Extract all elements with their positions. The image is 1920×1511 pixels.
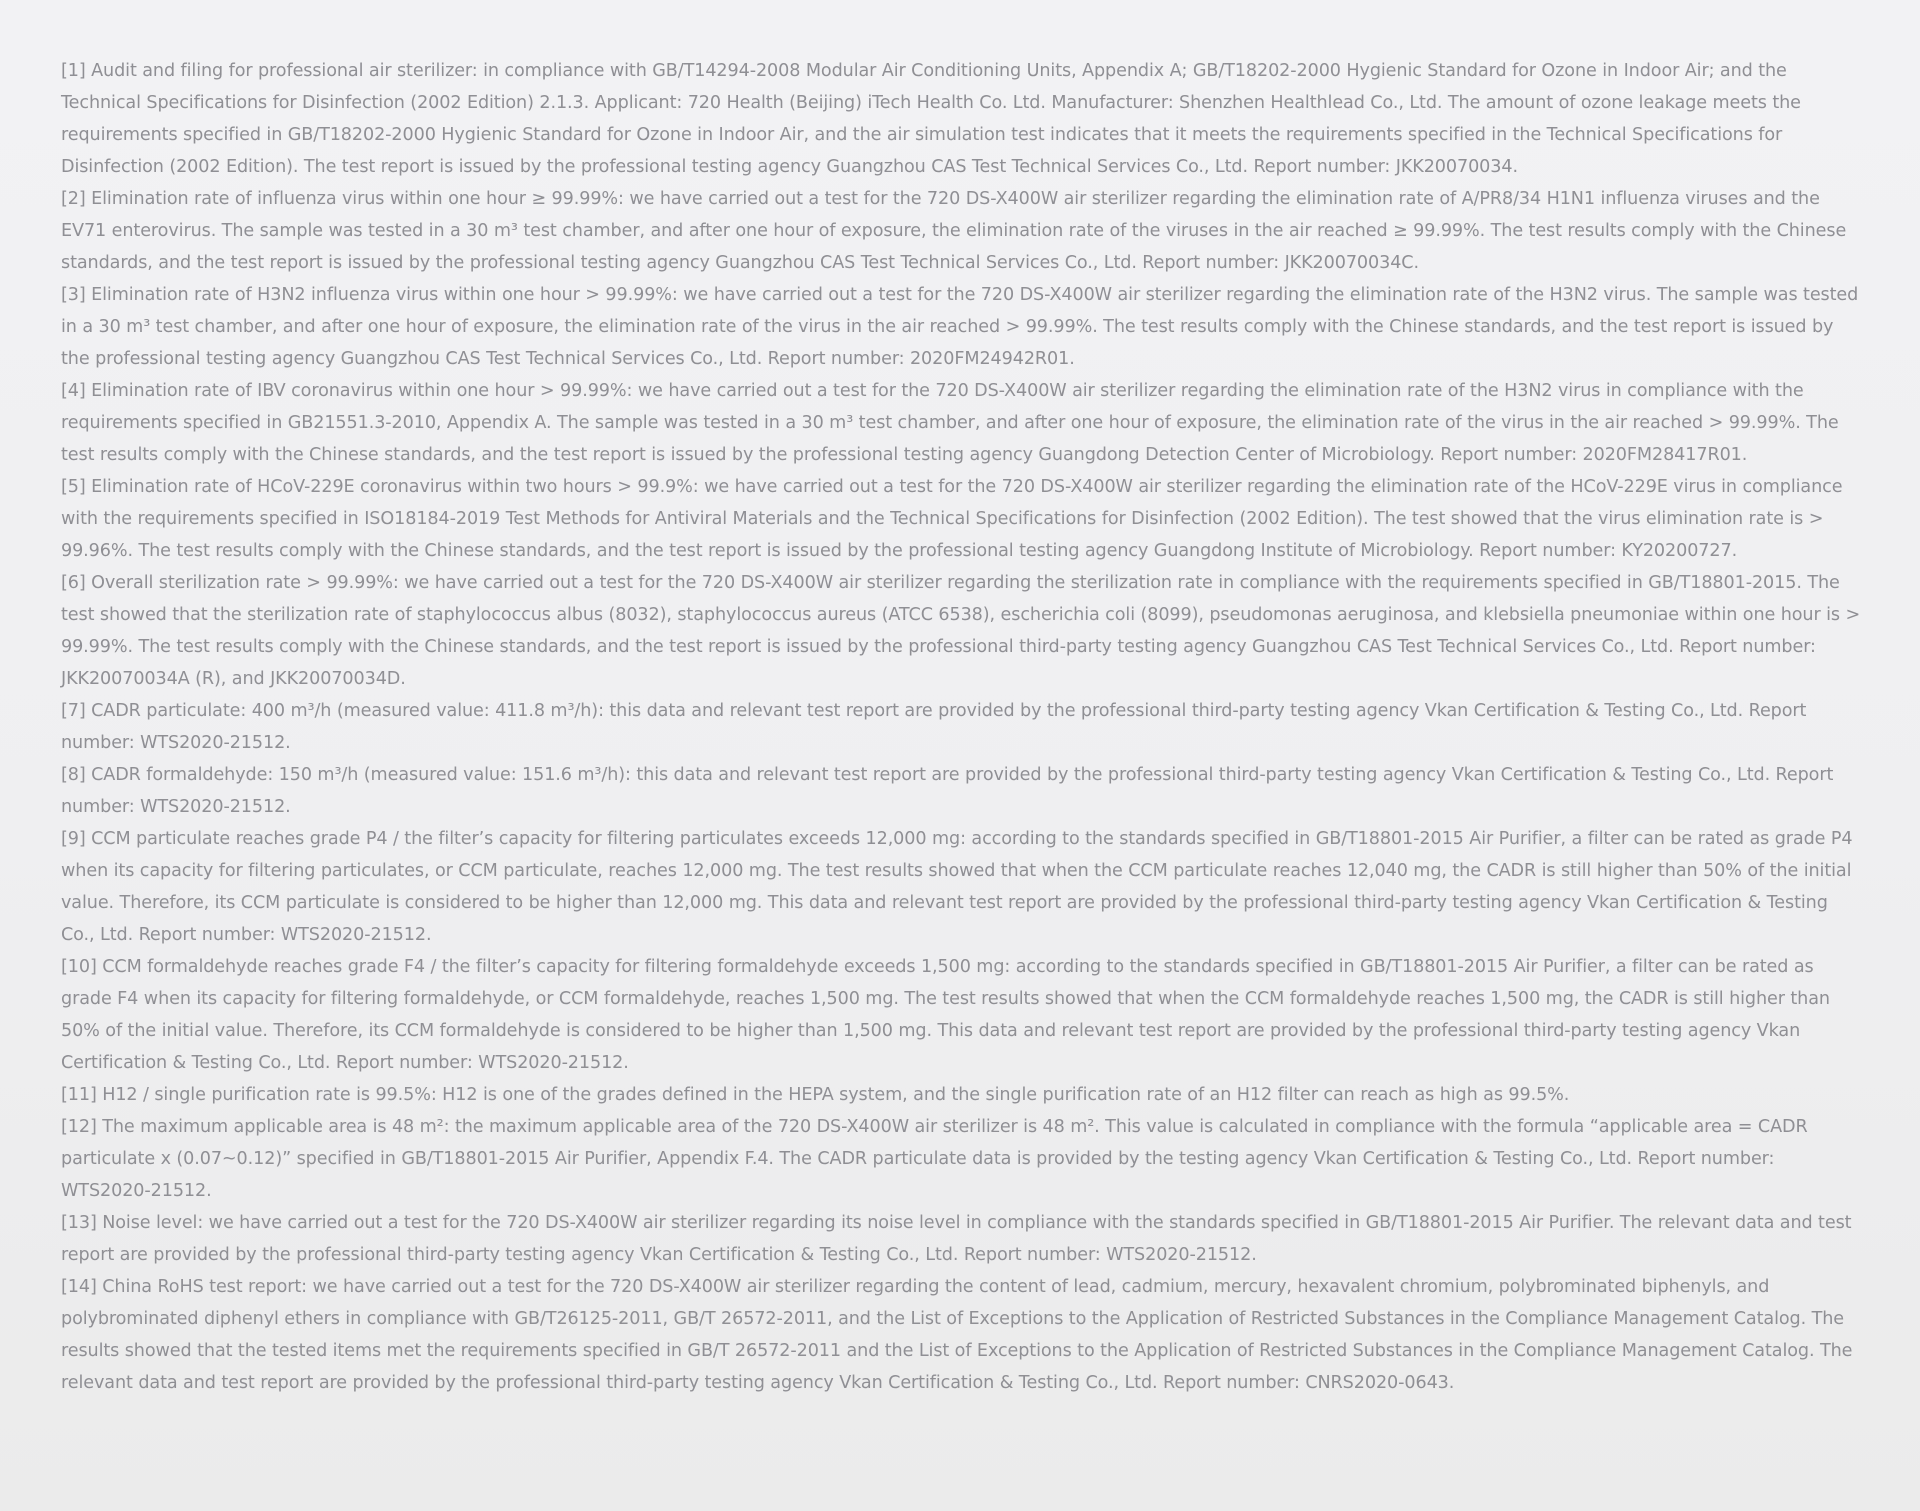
- footnote-10: [10] CCM formaldehyde reaches grade F4 / the filter’s capacity for filtering formaldehyde exceeds 1,500 mg: according to the standards specified in GB/T18801-2015 Air Purifier, a filter can be rated as grade F4 when its capacity for filtering formaldehyde, or CCM formaldehyde, reaches 1,500 mg. The test results showed that when the CCM formaldehyde reaches 1,500 mg, the CADR is still higher than 50% of the initial value. Therefore, its CCM formaldehyde is considered to be higher than 1,500 mg. This data and relevant test report are provided by the professional third-party testing agency Vkan Certification & Testing Co., Ltd. Report number: WTS2020-21512.: [61, 957, 1830, 1073]
- footnote-5: [5] Elimination rate of HCoV-229E coronavirus within two hours > 99.9%: we have carried out a test for the 720 DS-X400W air sterilizer regarding the elimination rate of the HCoV-229E virus in compliance with the requirements specified in ISO18184-2019 Test Methods for Antiviral Materials and the Technical Specifications for Disinfection (2002 Edition). The test showed that the virus elimination rate is > 99.96%. The test results comply with the Chinese standards, and the test report is issued by the professional testing agency Guangdong Institute of Microbiology. Report number: KY20200727.: [61, 477, 1843, 561]
- footnote-1: [1] Audit and filing for professional air sterilizer: in compliance with GB/T14294-2008 Modular Air Conditioning Units, Appendix A; GB/T18202-2000 Hygienic Standard for Ozone in Indoor Air; and the Technical Specifications for Disinfection (2002 Edition) 2.1.3. Applicant: 720 Health (Beijing) iTech Health Co. Ltd. Manufacturer: Shenzhen Healthlead Co., Ltd. The amount of ozone leakage meets the requirements specified in GB/T18202-2000 Hygienic Standard for Ozone in Indoor Air, and the air simulation test indicates that it meets the requirements specified in the Technical Specifications for Disinfection (2002 Edition). The test report is issued by the professional testing agency Guangzhou CAS Test Technical Services Co., Ltd. Report number: JKK20070034.: [61, 61, 1801, 177]
- footnotes-list: [61, 55, 1864, 1399]
- footnote-8: [8] CADR formaldehyde: 150 m³/h (measured value: 151.6 m³/h): this data and relevant test report are provided by the professional third-party testing agency Vkan Certification & Testing Co., Ltd. Report number: WTS2020-21512.: [61, 765, 1834, 817]
- footnote-13: [13] Noise level: we have carried out a test for the 720 DS-X400W air sterilizer regarding its noise level in compliance with the standards specified in GB/T18801-2015 Air Purifier. The relevant data and test report are provided by the professional third-party testing agency Vkan Certification & Testing Co., Ltd. Report number: WTS2020-21512.: [61, 1213, 1852, 1265]
- footnote-4: [4] Elimination rate of IBV coronavirus within one hour > 99.99%: we have carried out a test for the 720 DS-X400W air sterilizer regarding the elimination rate of the H3N2 virus in compliance with the requirements specified in GB21551.3-2010, Appendix A. The sample was tested in a 30 m³ test chamber, and after one hour of exposure, the elimination rate of the virus in the air reached > 99.99%. The test results comply with the Chinese standards, and the test report is issued by the professional testing agency Guangdong Detection Center of Microbiology. Report number: 2020FM28417R01.: [61, 381, 1839, 465]
- footnote-7: [7] CADR particulate: 400 m³/h (measured value: 411.8 m³/h): this data and relevant test report are provided by the professional third-party testing agency Vkan Certification & Testing Co., Ltd. Report number: WTS2020-21512.: [61, 701, 1807, 753]
- footnote-3: [3] Elimination rate of H3N2 influenza virus within one hour > 99.99%: we have carried out a test for the 720 DS-X400W air sterilizer regarding the elimination rate of the H3N2 virus. The sample was tested in a 30 m³ test chamber, and after one hour of exposure, the elimination rate of the virus in the air reached > 99.99%. The test results comply with the Chinese standards, and the test report is issued by the professional testing agency Guangzhou CAS Test Technical Services Co., Ltd. Report number: 2020FM24942R01.: [61, 285, 1859, 369]
- footnote-2: [2] Elimination rate of influenza virus within one hour ≥ 99.99%: we have carried out a test for the 720 DS-X400W air sterilizer regarding the elimination rate of A/PR8/34 H1N1 influenza viruses and the EV71 enterovirus. The sample was tested in a 30 m³ test chamber, and after one hour of exposure, the elimination rate of the viruses in the air reached ≥ 99.99%. The test results comply with the Chinese standards, and the test report is issued by the professional testing agency Guangzhou CAS Test Technical Services Co., Ltd. Report number: JKK20070034C.: [61, 189, 1847, 273]
- footnote-6: [6] Overall sterilization rate > 99.99%: we have carried out a test for the 720 DS-X400W air sterilizer regarding the sterilization rate in compliance with the requirements specified in GB/T18801-2015. The test showed that the sterilization rate of staphylococcus albus (8032), staphylococcus aureus (ATCC 6538), escherichia coli (8099), pseudomonas aeruginosa, and klebsiella pneumoniae within one hour is > 99.99%. The test results comply with the Chinese standards, and the test report is issued by the professional third-party testing agency Guangzhou CAS Test Technical Services Co., Ltd. Report number: JKK20070034A (R), and JKK20070034D.: [61, 573, 1861, 689]
- footnote-9: [9] CCM particulate reaches grade P4 / the filter’s capacity for filtering particulates exceeds 12,000 mg: according to the standards specified in GB/T18801-2015 Air Purifier, a filter can be rated as grade P4 when its capacity for filtering particulates, or CCM particulate, reaches 12,000 mg. The test results showed that when the CCM particulate reaches 12,040 mg, the CADR is still higher than 50% of the initial value. Therefore, its CCM particulate is considered to be higher than 12,000 mg. This data and relevant test report are provided by the professional third-party testing agency Vkan Certification & Testing Co., Ltd. Report number: WTS2020-21512.: [61, 829, 1853, 945]
- footnote-14: [14] China RoHS test report: we have carried out a test for the 720 DS-X400W air sterilizer regarding the content of lead, cadmium, mercury, hexavalent chromium, polybrominated biphenyls, and polybrominated diphenyl ethers in compliance with GB/T26125-2011, GB/T 26572-2011, and the List of Exceptions to the Application of Restricted Substances in the Compliance Management Catalog. The results showed that the tested items met the requirements specified in GB/T 26572-2011 and the List of Exceptions to the Application of Restricted Substances in the Compliance Management Catalog. The relevant data and test report are provided by the professional third-party testing agency Vkan Certification & Testing Co., Ltd. Report number: CNRS2020-0643.: [61, 1277, 1853, 1393]
- footnote-12: [12] The maximum applicable area is 48 m²: the maximum applicable area of the 720 DS-X400W air sterilizer is 48 m². This value is calculated in compliance with the formula “applicable area = CADR particulate x (0.07~0.12)” specified in GB/T18801-2015 Air Purifier, Appendix F.4. The CADR particulate data is provided by the testing agency Vkan Certification & Testing Co., Ltd. Report number: WTS2020-21512.: [61, 1117, 1808, 1201]
- footnote-11: [11] H12 / single purification rate is 99.5%: H12 is one of the grades defined in the HEPA system, and the single purification rate of an H12 filter can reach as high as 99.5%.: [61, 1085, 1570, 1105]
